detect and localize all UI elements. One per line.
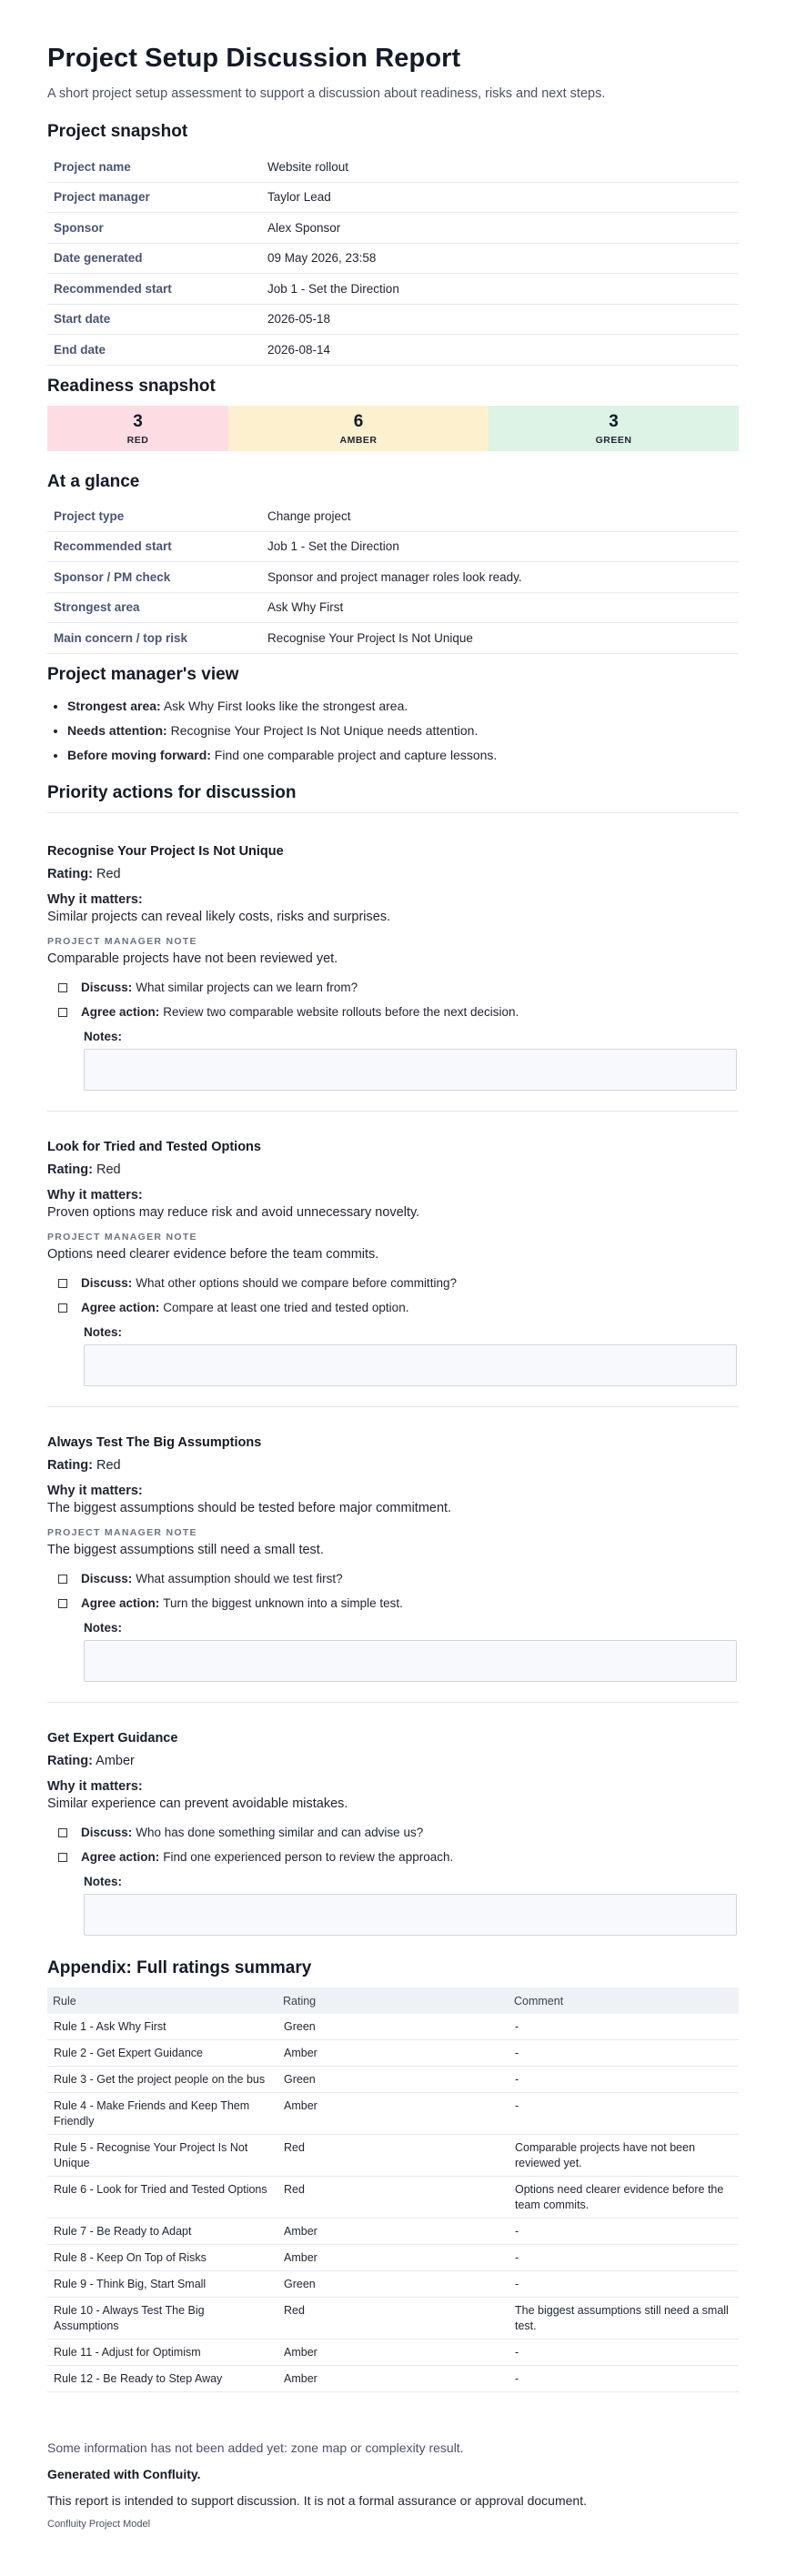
snapshot-key: Recommended start <box>54 281 172 296</box>
pm-view-item-text: Recognise Your Project Is Not Unique needs attention. <box>170 723 479 738</box>
comment-cell: - <box>509 2366 739 2392</box>
snapshot-key: Project name <box>54 159 131 174</box>
pm-view-list <box>47 694 497 768</box>
generated-with: Generated with Confluity. <box>47 2467 201 2481</box>
why-text: Proven options may reduce risk and avoid unnecessary novelty. <box>47 1205 420 1220</box>
notes-label: Notes: <box>84 1621 123 1635</box>
pm-view-item-text: Find one comparable project and capture lessons. <box>214 748 498 762</box>
snapshot-key: Start date <box>54 312 111 327</box>
discuss-item <box>58 1572 343 1585</box>
page-title: Project Setup Discussion Report <box>47 44 461 73</box>
discuss-text: What similar projects can we learn from? <box>136 981 358 994</box>
why-text: Similar experience can prevent avoidable mistakes. <box>47 1796 348 1811</box>
table-row <box>47 2135 739 2177</box>
why-label <box>47 892 143 907</box>
notes-field[interactable] <box>84 1049 737 1091</box>
snapshot-value: 09 May 2026, 23:58 <box>267 251 377 266</box>
checkbox[interactable] <box>58 1853 67 1862</box>
column-header: Comment <box>509 1987 739 2014</box>
comment-cell: - <box>509 2271 739 2298</box>
rule-cell: Rule 6 - Look for Tried and Tested Options <box>47 2177 277 2219</box>
readiness-bar <box>47 406 739 451</box>
action-rating <box>47 1458 121 1473</box>
glance-heading: At a glance <box>47 472 140 491</box>
rating-cell: Red <box>277 2298 509 2340</box>
why-label <box>47 1779 143 1794</box>
column-header: Rating <box>277 1987 509 2014</box>
rating-label: Rating: <box>47 1162 93 1177</box>
rating-cell: Amber <box>277 2340 509 2366</box>
agree-label: Agree action: <box>81 1301 160 1314</box>
discuss-item <box>58 1276 457 1290</box>
agree-text: Compare at least one tried and tested option. <box>163 1301 409 1314</box>
rule-cell: Rule 8 - Keep On Top of Risks <box>47 2245 277 2271</box>
glance-row <box>47 501 739 532</box>
agree-text: Turn the biggest unknown into a simple test. <box>163 1596 403 1610</box>
table-row <box>47 2067 739 2093</box>
glance-table <box>47 501 739 654</box>
readiness-amber <box>228 406 489 451</box>
notes-field[interactable] <box>84 1344 737 1386</box>
snapshot-value: Alex Sponsor <box>267 220 341 235</box>
appendix-heading: Appendix: Full ratings summary <box>47 1958 312 1977</box>
comment-cell: - <box>509 2014 739 2040</box>
snapshot-key: Sponsor <box>54 220 104 235</box>
rating-label: Rating: <box>47 1754 93 1768</box>
action-rating <box>47 867 121 881</box>
action-rating <box>47 1754 135 1768</box>
notes-field[interactable] <box>84 1894 737 1936</box>
discuss-text: What other options should we compare before committing? <box>136 1276 457 1290</box>
pm-view-item <box>67 743 497 768</box>
snapshot-heading: Project snapshot <box>47 122 188 141</box>
agree-item <box>58 1850 453 1864</box>
column-header: Rule <box>47 1987 277 2014</box>
comment-cell: - <box>509 2040 739 2067</box>
table-row <box>47 2271 739 2298</box>
rule-cell: Rule 3 - Get the project people on the bus <box>47 2067 277 2093</box>
rule-cell: Rule 10 - Always Test The Big Assumptions <box>47 2298 277 2340</box>
checkbox[interactable] <box>58 1279 67 1288</box>
table-row <box>47 2366 739 2392</box>
priority-heading: Priority actions for discussion <box>47 783 297 802</box>
comment-cell: - <box>509 2340 739 2366</box>
snapshot-value: Website rollout <box>267 159 349 174</box>
rating-cell: Red <box>277 2135 509 2177</box>
rating-cell: Amber <box>277 2366 509 2392</box>
comment-cell: - <box>509 2245 739 2271</box>
rating-cell: Red <box>277 2177 509 2219</box>
snapshot-row <box>47 244 739 275</box>
rating-cell: Green <box>277 2067 509 2093</box>
snapshot-row <box>47 335 739 366</box>
readiness-count: 6 <box>353 411 364 431</box>
readiness-green <box>489 406 739 451</box>
agree-label: Agree action: <box>81 1850 160 1864</box>
discuss-label: Discuss: <box>81 981 133 994</box>
comment-cell: - <box>509 2093 739 2135</box>
why-text: The biggest assumptions should be tested before major commitment. <box>47 1501 452 1515</box>
rating-value: Red <box>96 1458 121 1473</box>
table-row <box>47 2014 739 2040</box>
checkbox[interactable] <box>58 1599 67 1608</box>
pm-note-label: PROJECT MANAGER NOTE <box>47 1527 197 1538</box>
comment-cell: - <box>509 2219 739 2245</box>
glance-row <box>47 532 739 563</box>
pm-view-item <box>67 694 497 719</box>
snapshot-row <box>47 274 739 305</box>
why-label-text: Why it matters: <box>47 1484 143 1498</box>
readiness-heading: Readiness snapshot <box>47 377 216 396</box>
glance-key: Sponsor / PM check <box>54 569 171 584</box>
pm-view-heading: Project manager's view <box>47 665 239 684</box>
snapshot-row <box>47 213 739 244</box>
comment-cell: Options need clearer evidence before the team commits. <box>509 2177 739 2219</box>
pm-note-label: PROJECT MANAGER NOTE <box>47 936 197 947</box>
table-row <box>47 2040 739 2067</box>
snapshot-value: Job 1 - Set the Direction <box>267 281 399 296</box>
table-row <box>47 2340 739 2366</box>
agree-label: Agree action: <box>81 1596 160 1610</box>
pm-view-item-text: Ask Why First looks like the strongest area. <box>163 699 408 713</box>
readiness-label: GREEN <box>595 434 632 446</box>
readiness-count: 3 <box>609 411 619 431</box>
disclaimer: This report is intended to support discussion. It is not a formal assurance or approval document. <box>47 2493 587 2508</box>
action-title: Get Expert Guidance <box>47 1731 178 1746</box>
notes-label: Notes: <box>84 1030 123 1043</box>
table-row <box>47 2177 739 2219</box>
action-rating <box>47 1162 121 1177</box>
table-row <box>47 2093 739 2135</box>
rule-cell: Rule 9 - Think Big, Start Small <box>47 2271 277 2298</box>
rating-label: Rating: <box>47 867 93 881</box>
page-subtitle: A short project setup assessment to support a discussion about readiness, risks and next steps. <box>47 86 606 101</box>
comment-cell: The biggest assumptions still need a small test. <box>509 2298 739 2340</box>
divider <box>47 1111 739 1112</box>
rating-label: Rating: <box>47 1458 93 1473</box>
discuss-item <box>58 1826 423 1839</box>
rating-value: Red <box>96 1162 121 1177</box>
agree-label: Agree action: <box>81 1005 160 1019</box>
pm-view-item-label: Before moving forward: <box>67 748 211 762</box>
glance-row <box>47 623 739 654</box>
snapshot-row <box>47 152 739 183</box>
rule-cell: Rule 1 - Ask Why First <box>47 2014 277 2040</box>
snapshot-key: Project manager <box>54 190 150 205</box>
table-row <box>47 2298 739 2340</box>
agree-text: Review two comparable website rollouts before the next decision. <box>163 1005 519 1019</box>
missing-info-note: Some information has not been added yet: zone map or complexity result. <box>47 2440 464 2455</box>
checkbox[interactable] <box>58 1828 67 1837</box>
glance-value: Sponsor and project manager roles look ready. <box>267 569 522 584</box>
rating-value: Amber <box>96 1754 135 1768</box>
why-label <box>47 1484 143 1498</box>
discuss-text: Who has done something similar and can advise us? <box>136 1826 424 1839</box>
notes-field[interactable] <box>84 1640 737 1682</box>
glance-value: Ask Why First <box>267 600 344 615</box>
action-title: Recognise Your Project Is Not Unique <box>47 844 284 859</box>
table-header-row <box>47 1987 739 2014</box>
checkbox[interactable] <box>58 983 67 992</box>
glance-value: Job 1 - Set the Direction <box>267 539 399 554</box>
agree-item <box>58 1005 519 1019</box>
rating-cell: Amber <box>277 2040 509 2067</box>
pm-note-label: PROJECT MANAGER NOTE <box>47 1232 197 1243</box>
glance-row <box>47 593 739 624</box>
rule-cell: Rule 7 - Be Ready to Adapt <box>47 2219 277 2245</box>
divider <box>47 1406 739 1407</box>
comment-cell: - <box>509 2067 739 2093</box>
agree-text: Find one experienced person to review the approach. <box>163 1850 454 1864</box>
agree-item <box>58 1596 403 1610</box>
table-row <box>47 2245 739 2271</box>
rating-cell: Green <box>277 2271 509 2298</box>
brand-footer: Confluity Project Model <box>47 2519 151 2530</box>
glance-key: Recommended start <box>54 539 172 554</box>
snapshot-value: Taylor Lead <box>267 190 331 205</box>
ratings-table <box>47 1987 739 2392</box>
rating-value: Red <box>96 867 121 881</box>
divider <box>47 1702 739 1703</box>
why-label-text: Why it matters: <box>47 892 143 907</box>
snapshot-table <box>47 152 739 366</box>
snapshot-value: 2026-08-14 <box>267 342 331 357</box>
action-title: Look for Tried and Tested Options <box>47 1140 261 1154</box>
pm-view-item <box>67 719 497 743</box>
pm-view-item-label: Needs attention: <box>67 723 167 738</box>
why-text: Similar projects can reveal likely costs, risks and surprises. <box>47 910 391 924</box>
rating-cell: Amber <box>277 2093 509 2135</box>
snapshot-row <box>47 183 739 214</box>
agree-item <box>58 1301 408 1314</box>
discuss-item <box>58 981 358 994</box>
why-label <box>47 1188 143 1202</box>
rating-cell: Green <box>277 2014 509 2040</box>
discuss-label: Discuss: <box>81 1572 133 1585</box>
readiness-red <box>47 406 228 451</box>
why-label-text: Why it matters: <box>47 1779 143 1794</box>
notes-label: Notes: <box>84 1875 123 1888</box>
rule-cell: Rule 5 - Recognise Your Project Is Not Unique <box>47 2135 277 2177</box>
readiness-label: AMBER <box>339 434 378 446</box>
glance-value: Change project <box>267 508 351 523</box>
readiness-label: RED <box>126 434 149 446</box>
discuss-label: Discuss: <box>81 1276 133 1290</box>
glance-key: Project type <box>54 508 125 523</box>
rating-cell: Amber <box>277 2219 509 2245</box>
checkbox[interactable] <box>58 1575 67 1584</box>
pm-note-text: Comparable projects have not been reviewed yet. <box>47 951 338 966</box>
discuss-text: What assumption should we test first? <box>136 1572 343 1585</box>
rule-cell: Rule 2 - Get Expert Guidance <box>47 2040 277 2067</box>
checkbox[interactable] <box>58 1008 67 1017</box>
table-row <box>47 2219 739 2245</box>
glance-key: Main concern / top risk <box>54 630 188 645</box>
pm-note-text: The biggest assumptions still need a small test. <box>47 1543 324 1557</box>
checkbox[interactable] <box>58 1303 67 1313</box>
pm-view-item-label: Strongest area: <box>67 699 161 713</box>
rule-cell: Rule 4 - Make Friends and Keep Them Friendly <box>47 2093 277 2135</box>
rating-cell: Amber <box>277 2245 509 2271</box>
pm-note-text: Options need clearer evidence before the team commits. <box>47 1247 379 1262</box>
why-label-text: Why it matters: <box>47 1188 143 1202</box>
glance-value: Recognise Your Project Is Not Unique <box>267 630 473 645</box>
rule-cell: Rule 11 - Adjust for Optimism <box>47 2340 277 2366</box>
glance-row <box>47 562 739 593</box>
rule-cell: Rule 12 - Be Ready to Step Away <box>47 2366 277 2392</box>
snapshot-row <box>47 305 739 336</box>
snapshot-key: End date <box>54 342 106 357</box>
glance-key: Strongest area <box>54 600 140 615</box>
notes-label: Notes: <box>84 1325 123 1339</box>
readiness-count: 3 <box>133 411 143 431</box>
comment-cell: Comparable projects have not been reviewed yet. <box>509 2135 739 2177</box>
action-title: Always Test The Big Assumptions <box>47 1435 262 1450</box>
discuss-label: Discuss: <box>81 1826 133 1839</box>
snapshot-key: Date generated <box>54 251 143 266</box>
snapshot-value: 2026-05-18 <box>267 312 331 327</box>
divider <box>47 812 739 813</box>
